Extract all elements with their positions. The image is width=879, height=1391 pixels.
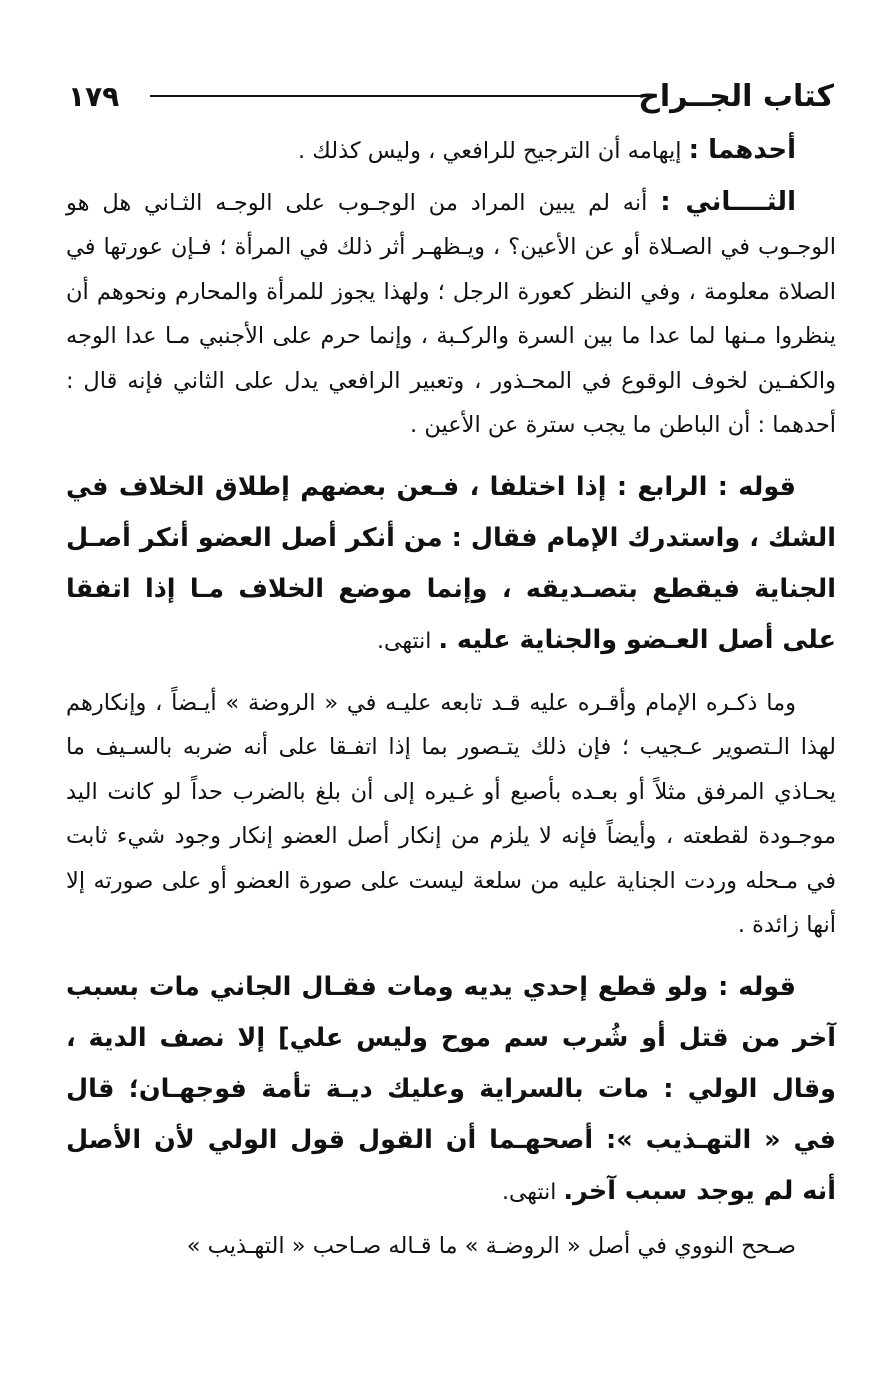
paragraph-first-issue (66, 128, 836, 174)
paragraph-lead: أحدهما : (688, 135, 796, 165)
paragraph-second-issue (66, 180, 836, 448)
chapter-title: كتاب الجــراح (638, 79, 834, 114)
quote-end-marker: انتهى. (377, 628, 439, 654)
page-body (66, 128, 836, 1268)
quoted-statement-fourth (66, 462, 836, 667)
running-header (68, 74, 834, 120)
paragraph-last (66, 1224, 836, 1269)
paragraph-text: أنه لم يبين المراد من الوجـوب على الوجـه الثـاني هل هو الوجـوب في الصـلاة أو عن الأعين؟ ، ويـظهـر أثر ذلك في المرأة ؛ فـإن عورتها في الصلاة معلومة ، وفي النظر كعورة الرجل ؛ ولهذا يجوز للمرأة والمحارم ونحوهم أن ينظروا مـنها لما عدا ما بين السرة والركـبة ، وإنما حرم على الأجنبي مـا عدا الوجه والكفـين لخوف الوقوع في المحـذور ، وتعبير الرافعي يدل على الثاني فإنه قال : أحدهما : أن الباطن ما يجب سترة عن الأعين . (66, 189, 836, 438)
paragraph-lead: الثــــاني : (660, 186, 796, 217)
paragraph-text: صـحح النووي في أصل « الروضـة » ما قـاله صـاحب « التهـذيب » (186, 1232, 796, 1259)
quoted-text: قوله : ولو قطع إحدي يديه ومات فقـال الجاني مات بسبب آخر من قتل أو شُرب سم موح وليس علي] إلا نصف الدية ، وقال الولي : مات بالسراية وعليك ديـة تأمة فوجهـان؛ قال في « التهـذيب »: أصحهـما أن القول قول الولي لأن الأصل أنه لم يوجد سبب آخر. (66, 971, 836, 1206)
quoted-statement-hand (66, 962, 836, 1218)
paragraph-text: إيهامه أن الترجيح للرافعي ، وليس كذلك . (297, 138, 689, 164)
paragraph-commentary (66, 681, 836, 948)
quoted-text: قوله : الرابع : إذا اختلفا ، فـعن بعضهم إطلاق الخلاف في الشك ، واستدرك الإمام فقال : من أنكر أصل العضو أنكر أصـل الجناية فيقطع بتصـديقه ، وإنما موضع الخلاف مـا إذا اتفقا على أصل العـضو والجناية عليه . (66, 471, 836, 655)
paragraph-text: وما ذكـره الإمام وأقـره عليه قـد تابعه عليـه في « الروضة » أيـضاً ، وإنكارهم لهذا الـتصوير عـجيب ؛ فإن ذلك يتـصور بما إذا اتفـقا على أنه ضربه بالسـيف ما يحـاذي المرفق مثلاً أو بعـده بأصبع أو غـيره إلى أن بلغ بالضرب حداً لو كانت اليد موجـودة لقطعته ، وأيضاً فإنه لا يلزم من إنكار أصل العضو إنكار وجود شيء ثابت في مـحله وردت الجناية عليه من سلعة ليست على صورة العضو أو على صورته إلا أنها زائدة . (66, 689, 836, 938)
page-number: ١٧٩ (68, 80, 120, 113)
header-rule (150, 95, 644, 97)
quote-end-marker: انتهى. (501, 1179, 564, 1205)
